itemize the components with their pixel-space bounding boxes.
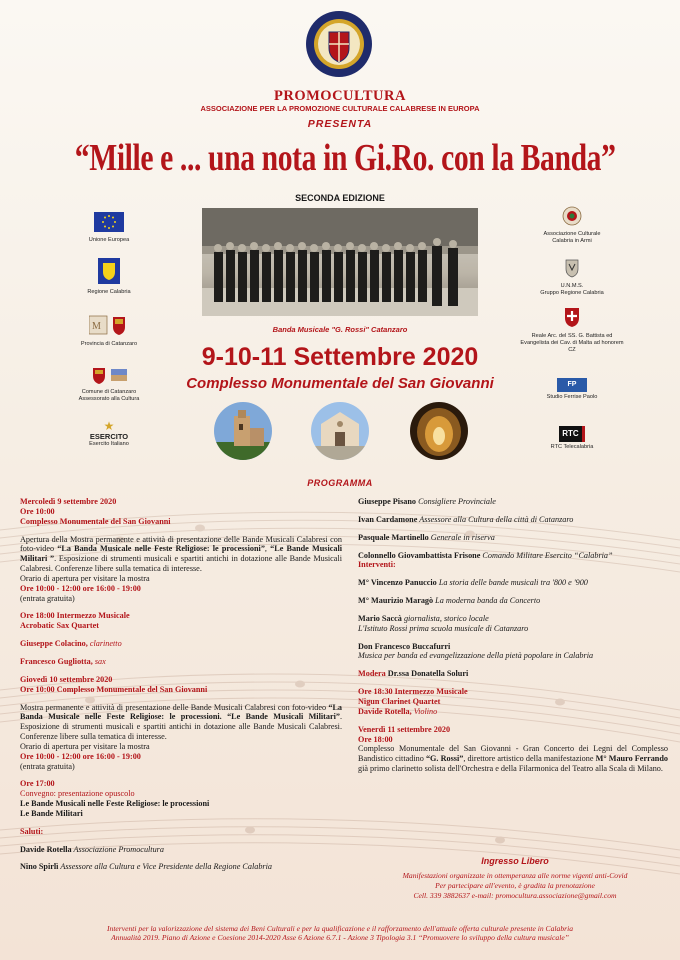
funding-note xyxy=(20,924,660,943)
studio-ferrise-mark: FP xyxy=(557,378,587,392)
day1-hours-label: Orario di apertura per visitare la mostra xyxy=(20,573,150,583)
day1-description: Apertura della Mostra permanente e attività di presentazione delle Bande Musicali Calabresi con foto-video “La Banda Musicale nelle Feste Religiose: le processioni”, “Le Bande Musicali Militari ”. Esposizione di strumenti musicali e spartiti antichi in dotazione alle Bande Musicali Calabresi. Conferenze libere sulla tematica di interesse. xyxy=(20,534,343,574)
maltese-cross-icon xyxy=(563,306,581,328)
day1-hours: Ore 10:00 - 12:00 ore 16:00 - 19:00 xyxy=(20,583,141,593)
edition-label: SECONDA EDIZIONE xyxy=(295,193,385,203)
logo-esercito xyxy=(80,420,138,448)
performer2: Francesco Gugliotta, sax xyxy=(20,656,106,666)
intervento-buccafurri: Don Francesco Buccafurri xyxy=(358,641,451,651)
logo-label: RTC Telecalabria xyxy=(550,444,594,450)
regione-crest-icon xyxy=(98,258,120,284)
program-right-column xyxy=(358,497,668,774)
funding-line1: Interventi per la valorizzazione del sistema dei Beni Culturali e per la qualificazione e il rafforzamento dell'attuale offerta culturale presente in Calabria xyxy=(107,924,573,933)
rtc-mark: RTC xyxy=(559,426,585,442)
star-icon: ★ xyxy=(103,419,115,433)
logo-calabria-in-armi xyxy=(532,206,612,245)
photo-church xyxy=(311,402,369,460)
speaker-frisone: Colonnello Giovambattista Frisone Comando Militare Esercito “Calabria” xyxy=(358,550,613,560)
convegno-book2: Le Bande Militari xyxy=(20,808,83,818)
intermezzo2-time: Ore 18:30 Intermezzo Musicale xyxy=(358,687,468,697)
funding-line2: Annualità 2019. Piano di Azione e Coesione 2014-2020 Asse 6 Azione 6.7.1 - Azione 3 Tipologia 3.1 “Promuovere lo sviluppo della cultura musicale” xyxy=(111,933,569,943)
logo-label: Unione Europea xyxy=(88,236,130,243)
interventi-label: Interventi: xyxy=(358,560,396,570)
event-venue: Complesso Monumentale del San Giovanni xyxy=(186,375,494,392)
promocultura-logo xyxy=(305,10,373,78)
convegno-time: Ore 17:00 xyxy=(20,779,55,789)
day2-hours-label: Orario di apertura per visitare la mostra xyxy=(20,741,150,751)
intermezzo2-group: Nigun Clarinet Quartet xyxy=(358,696,441,706)
band-photo-image xyxy=(202,208,478,316)
intervento-sacca: Mario Saccà giornalista, storico locale xyxy=(358,613,489,623)
contact-line[interactable]: Cell. 339 3882637 e-mail: promocultura.associazione@gmail.com xyxy=(413,890,617,900)
performer1: Giuseppe Colacino, clarinetto xyxy=(20,639,122,649)
presenta-label: PRESENTA xyxy=(307,118,373,130)
day2-time: Ore 10:00 Complesso Monumentale del San Giovanni xyxy=(20,684,208,694)
convegno-book1: Le Bande Musicali nelle Feste Religiose: le processioni xyxy=(20,799,210,809)
intermezzo2-performer: Davide Rotella, Violino xyxy=(358,706,438,716)
day2-hours: Ore 10:00 - 12:00 ore 16:00 - 19:00 xyxy=(20,751,141,761)
day1-entry: (entrata gratuita) xyxy=(20,593,75,603)
day3-date: Venerdì 11 settembre 2020 xyxy=(358,724,451,734)
moderatrice: Modera Dr.ssa Donatella Soluri xyxy=(358,669,469,679)
speaker-cardamone: Ivan Cardamone Assessore alla Cultura della città di Catanzaro xyxy=(358,514,574,524)
convegno-title: Convegno: presentazione opuscolo xyxy=(20,789,135,799)
logo-rtc-telecalabria xyxy=(532,426,612,451)
tower-image xyxy=(214,402,272,460)
day1-time: Ore 10:00 xyxy=(20,506,55,516)
church-image xyxy=(311,402,369,460)
intervento-panuccio: M° Vincenzo Panuccio La storia delle bande musicali tra '800 e '900 xyxy=(358,578,588,588)
logo-regione-calabria xyxy=(80,258,138,296)
saluto2: Nino Spirlì Assessore alla Cultura e Vice Presidente della Regione Calabria xyxy=(20,862,272,872)
day2-description: Mostra permanente e attività di presentazione delle Bande Musicali Calabresi con foto-video “La Banda Musicale nelle Feste Religiose: le processioni. “Le Bande Musicali Militari”. Esposizione di strumenti musicali e spartiti antichi in dotazione alle Bande Musicali Calabresi. Conferenze libere sulla tematica di interesse. xyxy=(20,702,342,742)
programma-heading: PROGRAMMA xyxy=(307,478,373,488)
org-subtitle: ASSOCIAZIONE PER LA PROMOZIONE CULTURALE CALABRESE IN EUROPA xyxy=(200,104,480,113)
org-name: PROMOCULTURA xyxy=(274,88,406,104)
intervento-marago: M° Maurizio Maragò La moderna banda da Concerto xyxy=(358,596,541,606)
intermezzo1-group: Acrobatic Sax Quartet xyxy=(20,621,99,631)
tunnel-image xyxy=(410,402,468,460)
day3-time: Ore 18:00 xyxy=(358,734,393,744)
logo-unms xyxy=(532,258,612,297)
day2-date: Giovedì 10 settembre 2020 xyxy=(20,674,113,684)
day1-place: Complesso Monumentale del San Giovanni xyxy=(20,516,171,526)
logo-label: Associazione Culturale Calabria in Armi xyxy=(543,230,601,244)
logo-label: Studio Ferrise Paolo xyxy=(546,394,598,400)
photo-tunnel xyxy=(410,402,468,460)
prenotazione-line: Per partecipare all'evento, è gradita la prenotazione xyxy=(435,880,595,890)
day3-description: Complesso Monumentale del San Giovanni - Gran Concerto dei Legni del Complesso Bandistico cittadino “G. Rossi”, direttore artistico della manifestazione M° Mauro Ferrando già primo clarinetto solista dell'Orchestra e della Filarmonica del Teatro alla Scala di Milano. xyxy=(358,744,669,774)
event-dates: 9-10-11 Settembre 2020 xyxy=(201,343,479,371)
calabria-in-armi-icon xyxy=(562,206,582,226)
logo-label: Comune di Catanzaro Assessorato alla Cultura xyxy=(78,388,140,402)
photo-tower xyxy=(214,402,272,460)
logo-label: Reale Arc. del SS. G. Battista ed Evangelista dei Cav. di Malta ad honorem CZ xyxy=(520,332,624,353)
intervento-sacca-topic: L'Istituto Rossi prima scuola musicale di Catanzaro xyxy=(358,623,529,633)
band-photo-caption: Banda Musicale "G. Rossi" Catanzaro xyxy=(272,325,408,334)
band-photo xyxy=(202,208,478,316)
saluti-label: Saluti: xyxy=(20,826,44,836)
ingresso-libero: Ingresso Libero xyxy=(481,856,549,866)
svg-text:M: M xyxy=(92,321,101,332)
intermezzo1-time: Ore 18:00 Intermezzo Musicale xyxy=(20,611,130,621)
covid-info xyxy=(350,871,680,901)
covid-line1: Manifestazioni organizzate in ottemperanza alle norme vigenti anti-Covid xyxy=(402,871,628,880)
speaker-martinello: Pasquale Martinello Generale in riserva xyxy=(358,532,495,542)
provincia-crest-icon xyxy=(89,314,129,336)
logo-label: U.N.M.S. Gruppo Regione Calabria xyxy=(540,282,604,296)
day1-date: Mercoledì 9 settembre 2020 xyxy=(20,497,117,506)
speaker-pisano: Giuseppe Pisano Consigliere Provinciale xyxy=(358,497,496,506)
unms-crest-icon xyxy=(564,258,580,278)
day2-entry: (entrata gratuita) xyxy=(20,761,75,771)
intervento-buccafurri-topic: Musica per banda ed evangelizzazione della pietà popolare in Calabria xyxy=(358,651,594,661)
saluto1: Davide Rotella Associazione Promocultura xyxy=(20,844,164,854)
logo-unione-europea xyxy=(80,212,138,244)
logo-label: Regione Calabria xyxy=(87,288,131,295)
esercito-wordmark: ESERCITO xyxy=(89,432,129,441)
logo-label: Esercito Italiano xyxy=(89,441,129,448)
logo-label: Provincia di Catanzaro xyxy=(80,340,138,347)
event-title: “Mille e ... una nota in Gi.Ro. con la Banda” xyxy=(74,137,616,179)
program-left-column xyxy=(20,497,342,872)
eu-flag-icon xyxy=(94,212,124,232)
